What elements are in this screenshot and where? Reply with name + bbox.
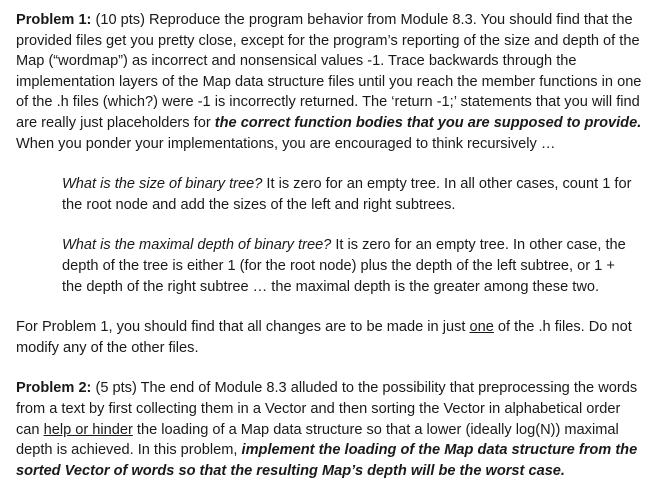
problem-2-underlined: help or hinder (43, 421, 133, 438)
problem-2-points: (5 pts) (95, 380, 137, 397)
problem-2-text-b: the loading of a Map data structure so that a lower (ideally log(N)) maximal depth is achieved. In this problem, (16, 421, 619, 459)
depth-note-paragraph (62, 235, 636, 297)
problem-1-text-b: When you ponder your implementations, you are encouraged to think recursively … (16, 135, 556, 152)
size-note-answer: It is zero for an empty tree. In all other cases, count 1 for the root node and add the sizes of the left and right subtrees. (62, 176, 632, 213)
problem-1-files-text-a: For Problem 1, you should find that all changes are to be made in just (16, 319, 466, 336)
problem-1-files-paragraph (16, 317, 644, 358)
size-note-paragraph (62, 174, 636, 215)
problem-1-files-underlined: one (469, 319, 494, 336)
problem-1-emphasis: the correct function bodies that you are supposed to provide. (214, 114, 642, 131)
depth-note-question: What is the maximal depth of binary tree? (62, 237, 332, 254)
problem-1-files-text-b: of the .h files. Do not modify any of the other files. (16, 319, 632, 356)
problem-2-text-a: The end of Module 8.3 alluded to the possibility that preprocessing the words from a text by first collecting them in a Vector and then sorting the Vector in alphabetical order can (16, 380, 638, 438)
problem-1-text-a: Reproduce the program behavior from Module 8.3. You should find that the provided files get you pretty close, except for the program’s reporting of the size and depth of the Map (“wordmap”) as incorrect and nonsensical values -1. Trace backwards through the implementation layers of the Map data structure files until you reach the member functions in one of the .h files (which?) were -1 is incorrectly returned. The ‘return -1;’ statements that you will find are really just placeholders for (16, 12, 642, 131)
problem-1-points: (10 pts) (95, 12, 145, 28)
problem-2-emphasis: implement the loading of the Map data structure from the sorted Vector of words so that the resulting Map’s depth will be the worst case. (16, 442, 638, 479)
problem-1-paragraph (16, 10, 644, 154)
problem-2-label: Problem 2: (16, 380, 92, 397)
depth-note-answer: It is zero for an empty tree. In other case, the depth of the tree is either 1 (for the root node) plus the depth of the left subtree, or 1 + the depth of the right subtree … the maximal depth is the greater among these two. (62, 237, 626, 295)
size-note-question: What is the size of binary tree? (62, 176, 263, 193)
problem-2-paragraph (16, 378, 644, 481)
problem-1-label: Problem 1: (16, 12, 92, 28)
